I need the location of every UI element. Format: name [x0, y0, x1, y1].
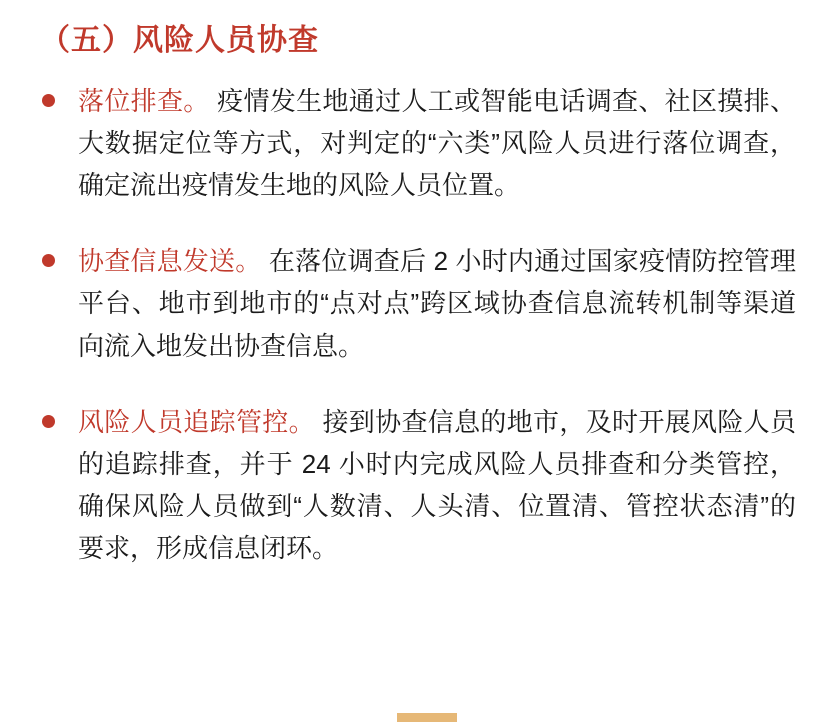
list-item-lead: 协查信息发送。	[78, 246, 262, 277]
footer-strip	[0, 712, 840, 722]
page-title: （五）风险人员协查	[40, 24, 319, 57]
list-item	[38, 80, 796, 206]
list-item-text: 在落位调查后 2 小时内通过国家疫情防控管理平台、地市到地市的“点对点”跨区域协查信息流转机制等渠道向流入地发出协查信息。	[78, 246, 796, 361]
list-item-lead: 风险人员追踪管控。	[78, 406, 315, 437]
list-item-text: 接到协查信息的地市，及时开展风险人员的追踪排查，并于 24 小时内完成风险人员排查和分类管控，确保风险人员做到“人数清、人头清、位置清、管控状态清”的要求，形成信息闭环。	[78, 406, 796, 563]
bullet-list	[0, 62, 840, 569]
bullet-dot-icon	[42, 415, 55, 428]
bullet-dot-icon	[42, 254, 55, 267]
list-item	[38, 401, 796, 569]
list-item-lead: 落位排查。	[78, 86, 210, 116]
footer-accent-bar	[397, 713, 457, 722]
list-item	[38, 240, 796, 366]
list-item-text: 疫情发生地通过人工或智能电话调查、社区摸排、大数据定位等方式，对判定的“六类”风险人员进行落位调查，确定流出疫情发生地的风险人员位置。	[78, 86, 796, 201]
bullet-dot-icon	[42, 94, 55, 107]
